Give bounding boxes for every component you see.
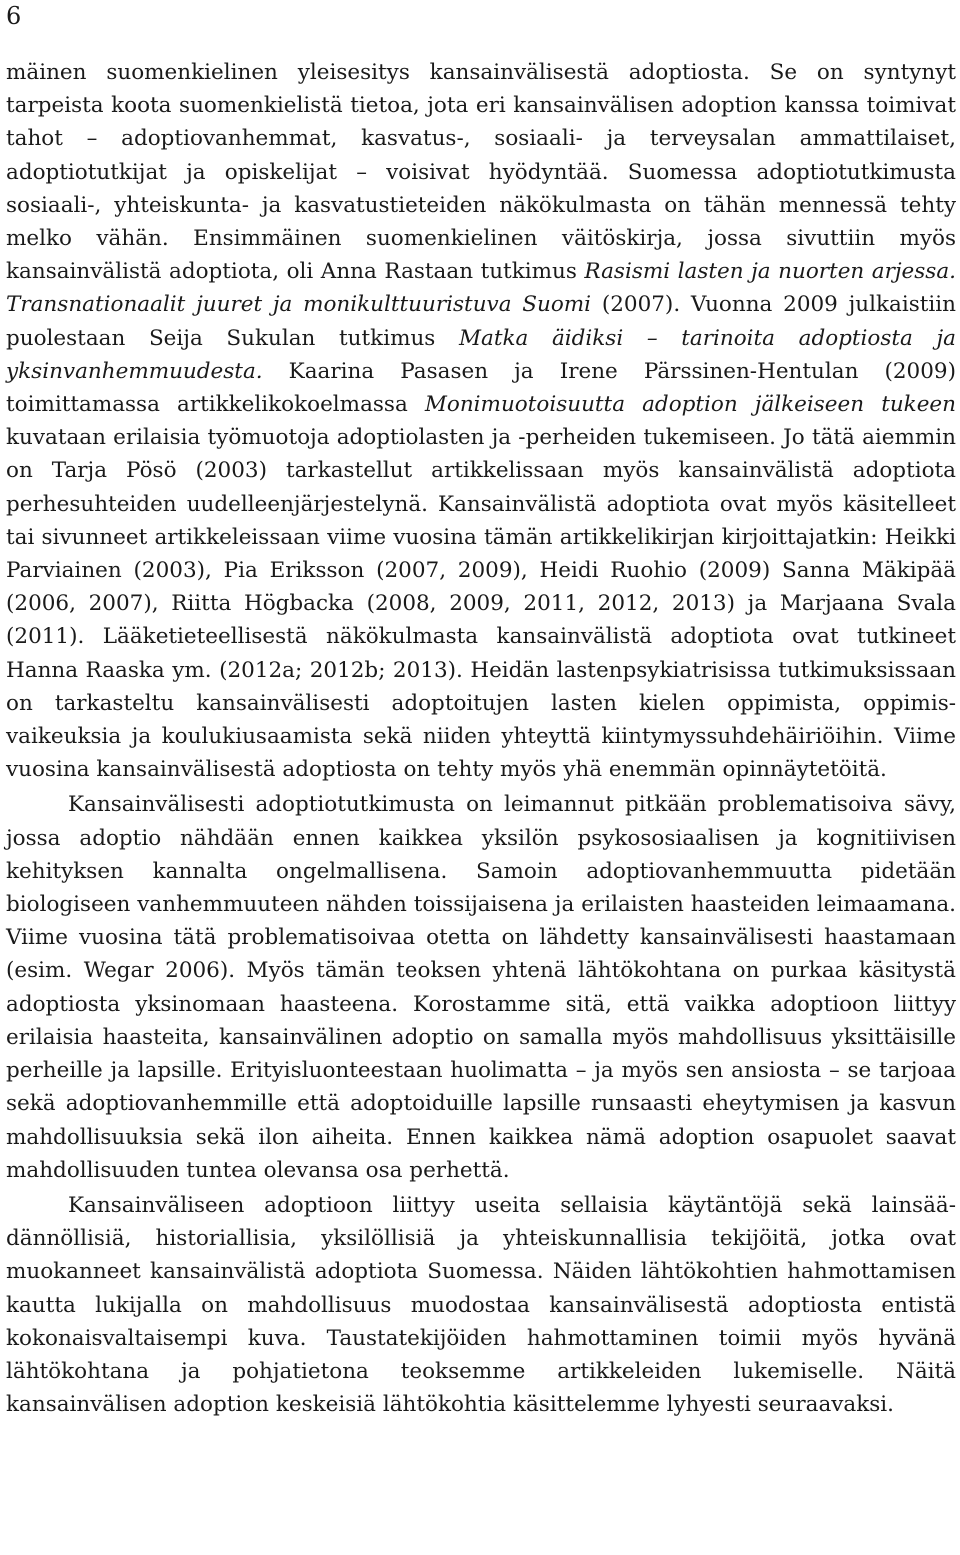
italic-title: Matka äidiksi – tarinoita adoptiosta ja yksinvanhemmuudesta. [6, 325, 956, 384]
paragraph-2 [6, 788, 956, 1186]
italic-title: Rasismi lasten ja nuorten arjessa. Transnationaalit juuret ja monikulttuuristuva Suomi [6, 259, 956, 318]
text-run: Kansainväliseen adoptioon liittyy useita sellaisia käytäntöjä sekä lainsäädännöllisiä, historiallisia, yksilöllisiä ja yhteiskunnallisia tekijöitä, jotka ovat muokanneet kansainvälistä adoptiota Suomessa. Näiden lähtökohtien hahmottamisen kautta lukijalla on mahdollisuus muodostaa kansainvälisestä adoptiosta entistä kokonaisvaltaisempi kuva. Taustatekijöiden hahmottaminen toimii myös hyvänä lähtökohtana ja pohjatietona teoksemme artikkeleiden lukemiselle. Näitä kansainvälisen adoption keskeisiä lähtökohtia käsittelemme lyhyesti seuraavaksi. [6, 1192, 956, 1418]
text-run: mäinen suomenkielinen yleisesitys kansainvälisestä adoptiosta. Se on syntynyt tarpeista koota suomenkielistä tietoa, jota eri kansainvälisen adoption kanssa toimivat tahot – adoptiovanhemmat, kasvatus-, sosiaali- ja terveysalan ammattilaiset, adoptiotutkijat ja opiskelijat – voisivat hyödyntää. Suomessa adoptiotutkimusta sosiaali-, yhteiskunta- ja kasvatustieteiden näkökulmasta on tähän mennessä tehty melko vähän. Ensimmäinen suomenkielinen väitöskirja, jossa sivuttiin myös kansainvälistä adoptiota, oli Anna Rastaan tutkimus [6, 60, 956, 285]
italic-title: Monimuotoisuutta adoption jälkeiseen tukeen [424, 392, 957, 418]
paragraph-3 [6, 1189, 956, 1421]
body-text [6, 56, 956, 1421]
text-run: (2007). Vuonna 2009 julkaistiin puolestaan Seija Sukulan tutkimus [6, 292, 956, 351]
page-number: 6 [6, 2, 22, 30]
text-run: Kansainvälisesti adoptiotutkimusta on leimannut pitkään problematisoiva sävy, jossa adoptio nähdään ennen kaikkea yksilön psykososiaalisen ja kognitiivisen kehityksen kannalta ongelmallisena. Samoin adoptiovanhemmuutta pidetään biologiseen vanhemmuuteen nähden toissijaisena ja erilaisten haasteiden leimaamana. Viime vuosina tätä problematisoivaa otetta on lähdetty kansainvälisesti haastamaan (esim. Wegar 2006). Myös tämän teoksen yhtenä lähtökohtana on purkaa käsitystä adoptiosta yksinomaan haasteena. Korostamme sitä, että vaikka adoptioon liittyy erilaisia haasteita, kansainvälinen adoptio on samalla myös mahdollisuus yksittäisille perheille ja lapsille. Erityisluonteestaan huolimatta – ja myös sen ansiosta – se tarjoaa sekä adoptiovanhemmille että adoptoiduille lapsille runsaasti eheytymisen ja kasvun mahdollisuuksia sekä ilon aiheita. Ennen kaikkea nämä adoption osapuolet saavat mahdollisuuden tuntea olevansa osa perhettä. [6, 792, 956, 1183]
text-run: Kaarina Pasasen ja Irene Pärssinen-Hentulan (2009) toimittamassa artikkelikokoelmassa [6, 358, 956, 418]
text-run: kuvataan erilaisia työmuotoja adoptiolasten ja -perheiden tukemiseen. Jo tätä aiemmin on Tarja Pösö (2003) tarkastellut artikkelissaan myös kansainvälistä adoptiota perhesuhteiden uudelleenjärjestelynä. Kansainvälistä adoptiota ovat myös käsitelleet tai sivunneet artikkeleissaan viime vuosina tämän artikkelikirjan kirjoittajatkin: Heikki Parviainen (2003), Pia Eriksson (2007, 2009), Heidi Ruohio (2009) Sanna Mäkipää (2006, 2007), Riitta Högbacka (2008, 2009, 2011, 2012, 2013) ja Marjaana Svala (2011). Lääketieteellisestä näkökulmasta kansainvälistä adoptiota ovat tutkineet Hanna Raaska ym. (2012a; 2012b; 2013). Heidän lastenpsykiatrisissa tutkimuksissaan on tarkasteltu kansainvälisesti adoptoitujen lasten kielen oppimista, oppimisvaikeuksia ja koulukiusaamista sekä niiden yhteyttä kiintymyssuhdehäiriöihin. Viime vuosina kansainvälisestä adoptiosta on tehty myös yhä enemmän opinnäytetöitä. [6, 425, 956, 783]
paragraph-1 [6, 56, 956, 786]
